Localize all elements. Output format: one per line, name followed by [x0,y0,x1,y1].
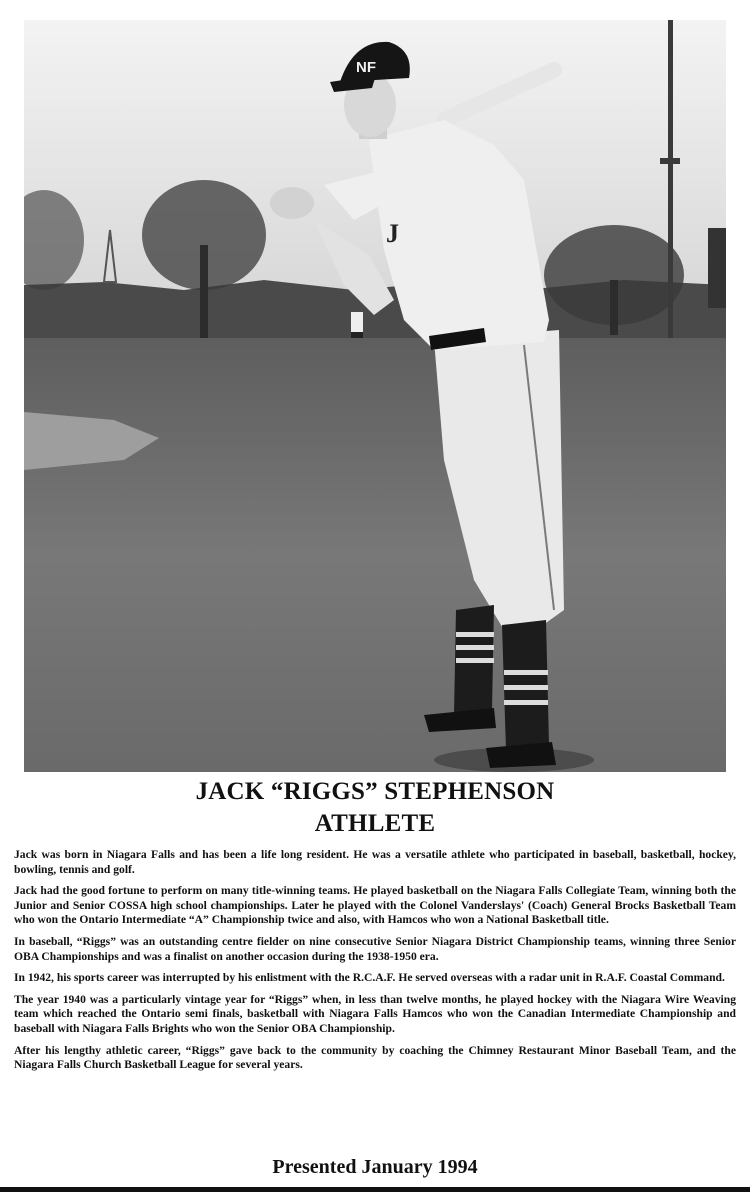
bio-paragraph: In baseball, “Riggs” was an outstanding centre fielder on nine consecutive Senior Niagara District Championship teams, winning three Senior OBA Championships and was a finalist on another occasion during the 1938-1950 era. [14,934,736,963]
distant-person [351,312,363,334]
grass-field [24,338,726,772]
bio-paragraph: After his lengthy athletic career, “Riggs” gave back to the community by coaching the Chimney Restaurant Minor Baseball Team, and the Niagara Falls Church Basketball League for several years. [14,1043,736,1072]
cap-letters: NF [356,59,376,76]
biography [14,848,736,1080]
presented-date: Presented January 1994 [272,1156,478,1178]
light-pole [668,20,673,338]
hands [270,187,314,219]
athlete-role: ATHLETE [314,810,436,837]
athlete-name: JACK “RIGGS” STEPHENSON [195,778,555,805]
bottom-rule [0,1187,750,1192]
svg-text:J: J [386,219,399,248]
bio-paragraph: Jack was born in Niagara Falls and has been a life long resident. He was a versatile athlete who participated in baseball, basketball, hockey, bowling, tennis and golf. [14,848,736,876]
baseball-player-illustration [24,20,726,772]
scoreboard [708,228,726,308]
bio-paragraph: Jack had the good fortune to perform on many title-winning teams. He played basketball on the Niagara Falls Collegiate Team, winning both the Junior and Senior COSSA high school championships. Later he played with the Colonel Vanderslays' (Coach) General Brocks Basketball Team who won the Ontario Intermediate “A” Championship twice and also, with Hamcos who won a National Basketball title. [14,884,736,927]
bio-paragraph: The year 1940 was a particularly vintage year for “Riggs” when, in less than twelve months, he played hockey with the Niagara Wire Weaving team which reached the Ontario semi finals, basketball with Niagara Falls Hamcos who won the Canadian Intermediate Championship and baseball with Niagara Falls Brights who won the Senior OBA Championship. [14,992,736,1035]
bio-paragraph: In 1942, his sports career was interrupted by his enlistment with the R.C.A.F. He served overseas with a radar unit in R.A.F. Coastal Command. [14,971,725,985]
athlete-photo [24,20,726,772]
